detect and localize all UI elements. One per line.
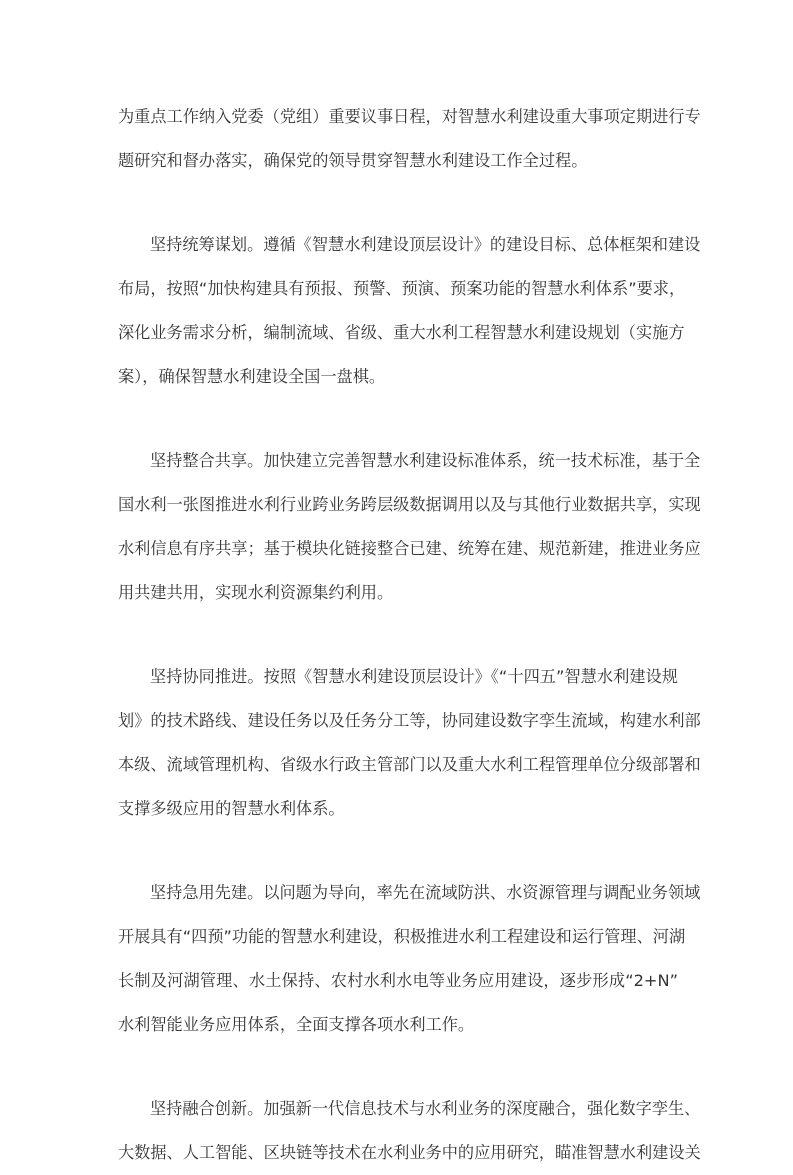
text-line: 题研究和督办落实，确保党的领导贯穿智慧水利建设工作全过程。 xyxy=(118,151,588,170)
text-line: 坚持融合创新。加强新一代信息技术与水利业务的深度融合，强化数字孪生、 xyxy=(150,1099,701,1118)
text-line: 大数据、人工智能、区块链等技术在水利业务中的应用研究，瞄准智慧水利建设关 xyxy=(118,1143,701,1162)
text-line: 水利智能业务应用体系，全面支撑各项水利工作。 xyxy=(118,1015,475,1034)
text-line: 坚持统筹谋划。遵循《智慧水利建设顶层设计》的建设目标、总体框架和建设 xyxy=(150,235,701,254)
paragraph-leadership-continued xyxy=(118,95,701,183)
text-line: 划》的技术路线、建设任务以及任务分工等，协同建设数字孪生流域，构建水利部 xyxy=(118,711,701,730)
text-line: 本级、流域管理机构、省级水行政主管部门以及重大水利工程管理单位分级部署和 xyxy=(118,755,701,774)
paragraph-integration-sharing xyxy=(118,439,701,615)
text-line: 国水利一张图推进水利行业跨业务跨层级数据调用以及与其他行业数据共享，实现 xyxy=(118,495,701,514)
text-line: 开展具有“四预”功能的智慧水利建设，积极推进水利工程建设和运行管理、河湖 xyxy=(118,927,686,946)
text-line: 布局，按照“加快构建具有预报、预警、预演、预案功能的智慧水利体系”要求， xyxy=(118,279,686,298)
text-line: 支撑多级应用的智慧水利体系。 xyxy=(118,799,345,818)
paragraph-integration-innovation xyxy=(118,1087,701,1175)
text-line: 坚持急用先建。以问题为导向，率先在流域防洪、水资源管理与调配业务领域 xyxy=(150,883,701,902)
document-body xyxy=(118,95,701,1175)
text-line: 坚持整合共享。加快建立完善智慧水利建设标准体系，统一技术标准，基于全 xyxy=(150,451,701,470)
text-line: 长制及河湖管理、水土保持、农村水利水电等业务应用建设，逐步形成“2+N” xyxy=(118,971,678,990)
text-line: 为重点工作纳入党委（党组）重要议事日程，对智慧水利建设重大事项定期进行专 xyxy=(118,107,701,126)
text-line: 深化业务需求分析，编制流域、省级、重大水利工程智慧水利建设规划（实施方 xyxy=(118,323,685,342)
text-line: 水利信息有序共享；基于模块化链接整合已建、统筹在建、规范新建，推进业务应 xyxy=(118,539,701,558)
paragraph-overall-planning xyxy=(118,223,701,399)
paragraph-collaborative-advance xyxy=(118,655,701,831)
text-line: 用共建共用，实现水利资源集约利用。 xyxy=(118,583,394,602)
text-line: 坚持协同推进。按照《智慧水利建设顶层设计》《“十四五”智慧水利建设规 xyxy=(150,667,678,686)
text-line: 案），确保智慧水利建设全国一盘棋。 xyxy=(118,367,386,386)
paragraph-urgent-first xyxy=(118,871,701,1047)
